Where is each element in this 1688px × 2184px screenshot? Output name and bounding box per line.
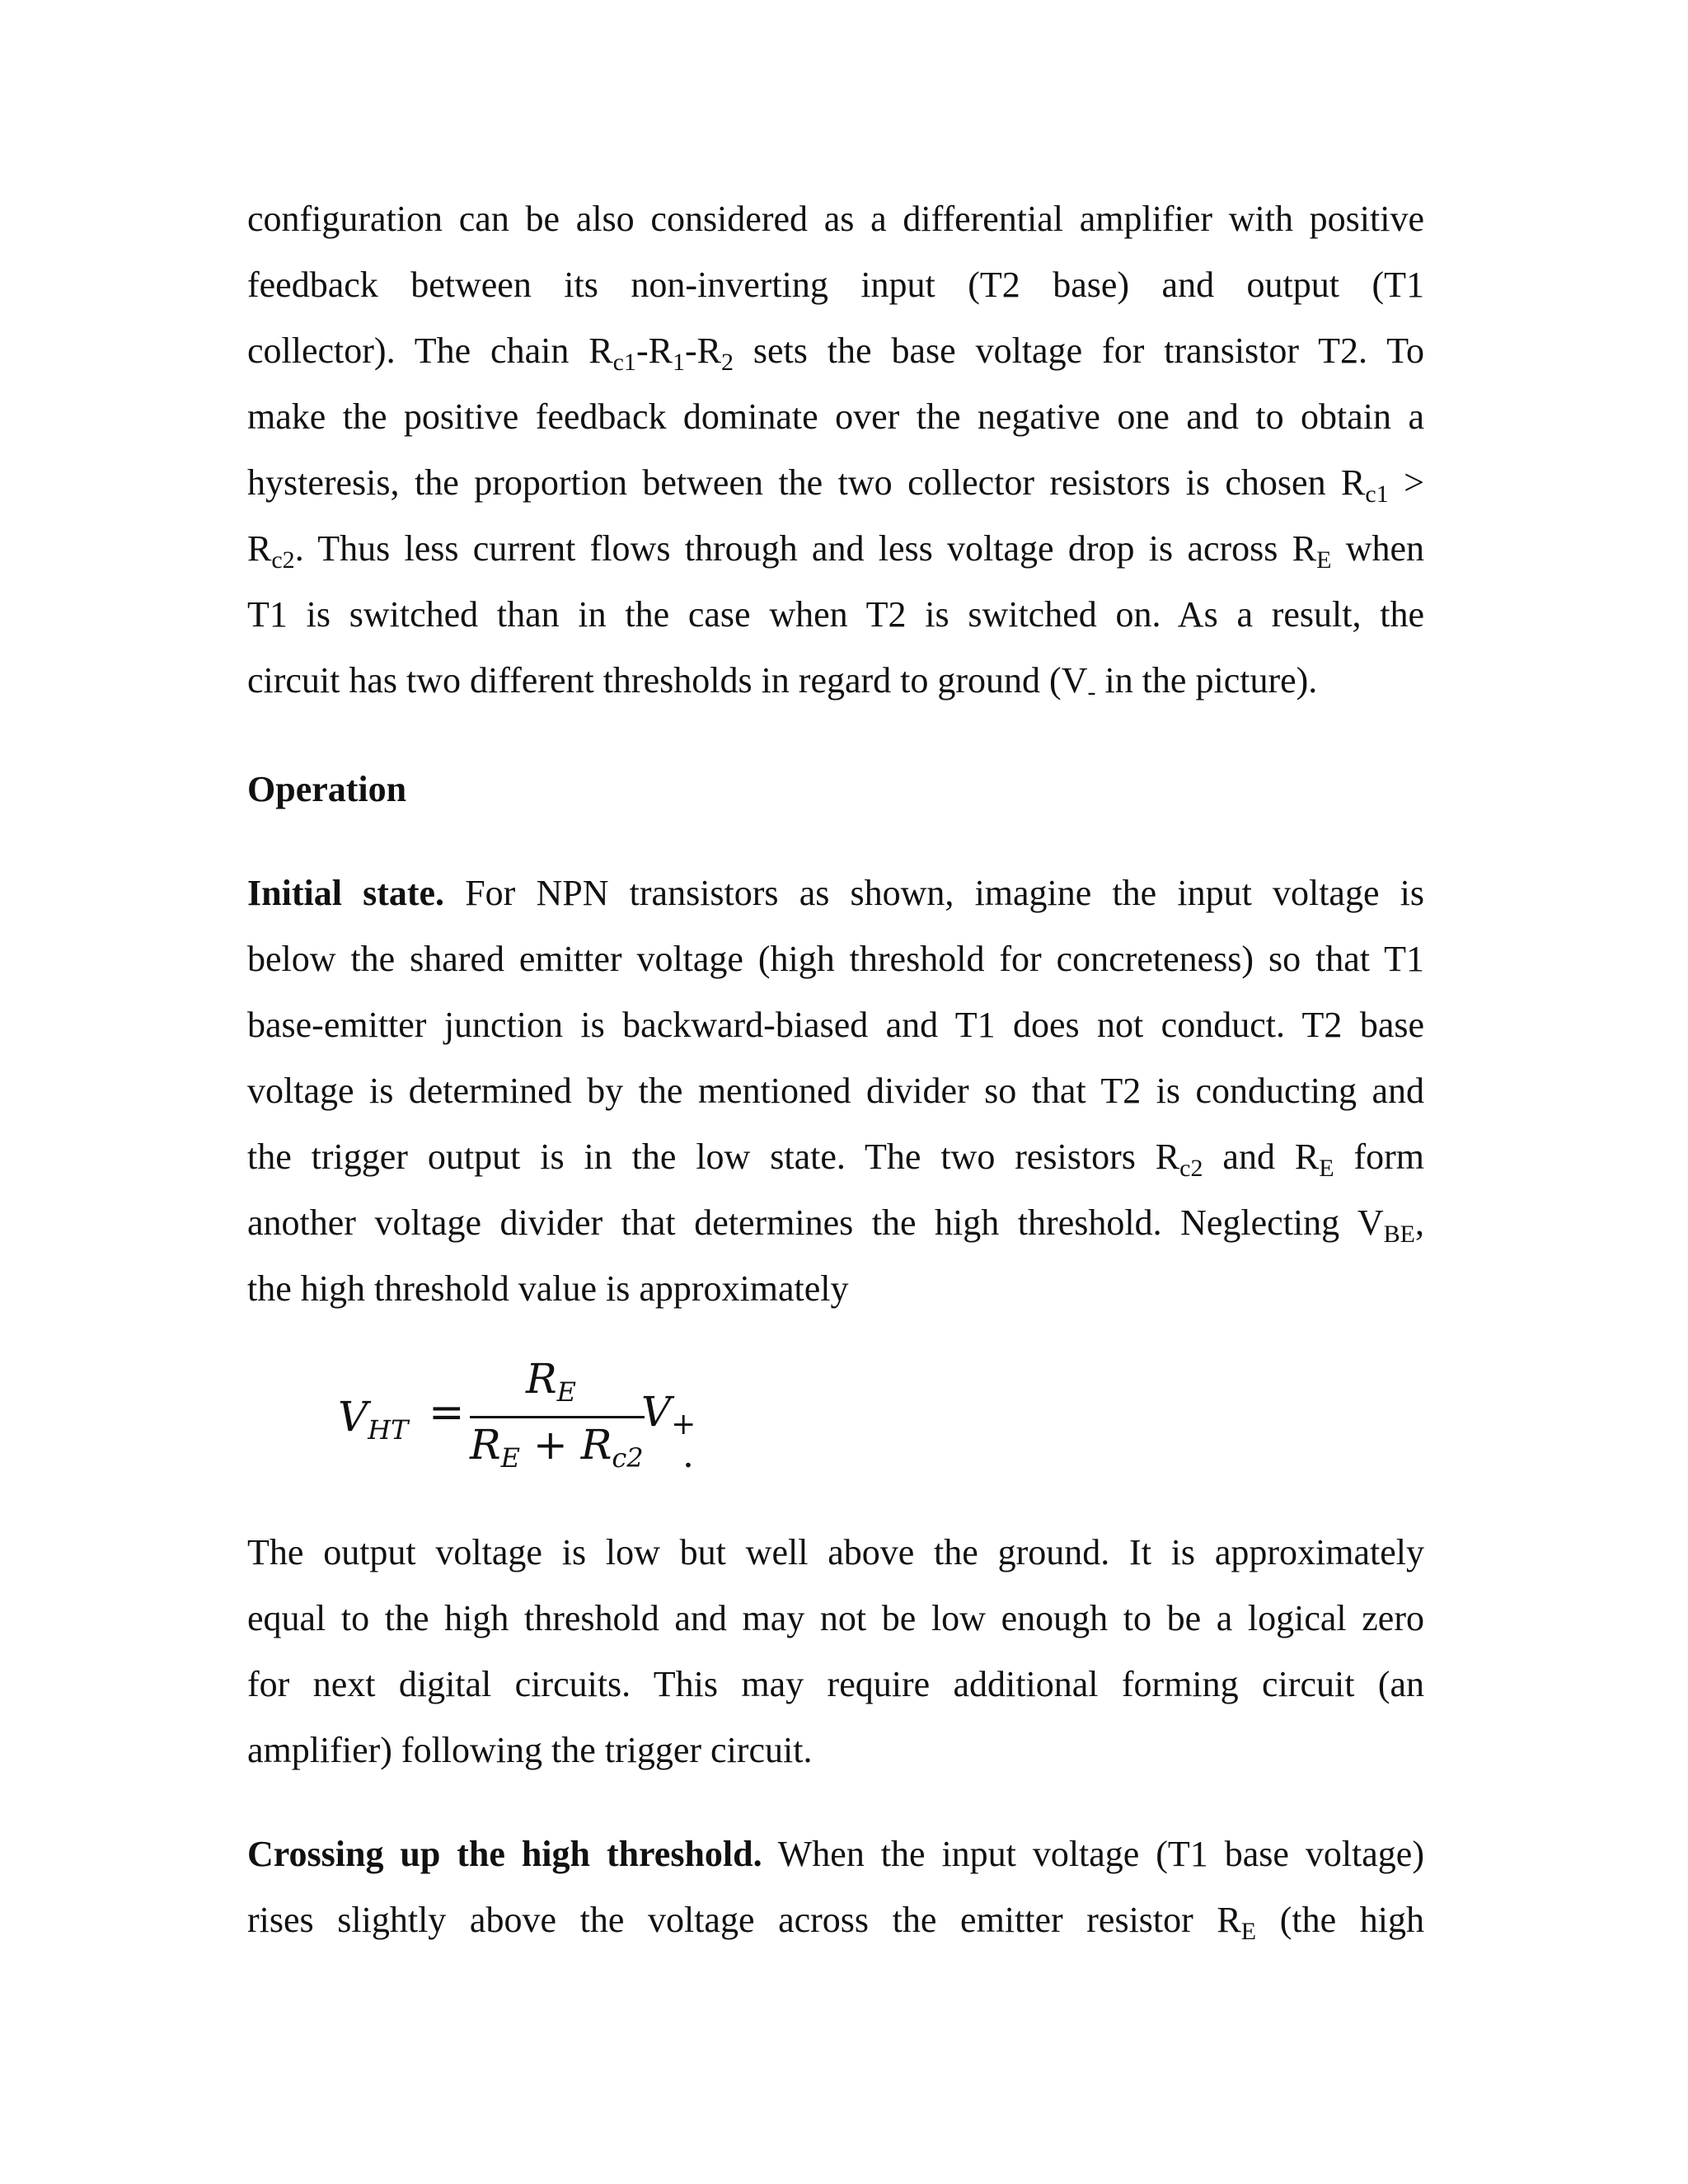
formula-factor: $V_+$ — [641, 1388, 696, 1441]
text-line: T1 is switched than in the case when T2 is switched on. As a result, the — [247, 594, 1424, 635]
text-line: make the positive feedback dominate over the negative one and to obtain a — [247, 396, 1424, 437]
text-line: hysteresis, the proportion between the two collector resistors is chosen $R_{c1}$ > — [247, 462, 1424, 508]
text-line: for next digital circuits. This may require additional forming circuit (an — [247, 1664, 1424, 1704]
high-threshold-formula — [338, 1352, 799, 1483]
paragraph-lead: Initial state. — [247, 873, 445, 913]
text-line: another voltage divider that determines the high threshold. Neglecting $V_{BE}$, — [247, 1202, 1424, 1248]
paragraph-lead: Crossing up the high threshold. — [247, 1834, 762, 1874]
formula-equals: = — [429, 1388, 465, 1437]
text-line: circuit has two different thresholds in regard to ground ($V_-$ in the picture). — [247, 660, 1318, 705]
text-line: The output voltage is low but well above the ground. It is approximately — [247, 1532, 1424, 1572]
output-voltage-paragraph — [247, 1520, 1424, 1783]
text-line: voltage is determined by the mentioned divider so that T2 is conducting and — [247, 1071, 1424, 1111]
text-line: below the shared emitter voltage (high threshold for concreteness) so that T1 — [247, 939, 1424, 979]
text-line: Initial state. For NPN transistors as shown, imagine the input voltage is — [247, 873, 1424, 913]
text-line: base-emitter junction is backward-biased and T1 does not conduct. T2 base — [247, 1005, 1424, 1045]
section-heading: Operation — [247, 769, 407, 809]
text-line: configuration can be also considered as a differential amplifier with positive — [247, 199, 1424, 239]
initial-state-paragraph — [247, 860, 1424, 1322]
text-line: Crossing up the high threshold. When the input voltage (T1 base voltage) — [247, 1834, 1424, 1874]
text-line: feedback between its non-inverting input (T2 base) and output (T1 — [247, 265, 1424, 305]
text-line: rises slightly above the voltage across the emitter resistor $R_E$ (the high — [247, 1900, 1424, 1945]
text-line: collector). The chain $R_{c1}-R_1-R_2$ sets the base voltage for transistor T2. To — [247, 330, 1424, 376]
text-line: the high threshold value is approximately — [247, 1268, 849, 1309]
formula-period: . — [682, 1434, 694, 1476]
formula-numerator: $R_E$ — [526, 1355, 577, 1408]
fraction-bar — [470, 1416, 645, 1418]
intro-paragraph — [247, 186, 1424, 714]
text-line: the trigger output is in the low state. The two resistors $R_{c2}$ and $R_E$ form — [247, 1137, 1424, 1182]
text-line: amplifier) following the trigger circuit. — [247, 1730, 813, 1770]
crossing-paragraph — [247, 1821, 1424, 1953]
formula-denominator: $R_E + R_{c2}$ — [470, 1421, 644, 1474]
text-line: equal to the high threshold and may not be low enough to be a logical zero — [247, 1598, 1424, 1638]
text-line: $R_{c2}$. Thus less current flows through and less voltage drop is across $R_E$ when — [247, 528, 1424, 574]
formula-lhs: $V_{HT}$ — [338, 1393, 409, 1446]
